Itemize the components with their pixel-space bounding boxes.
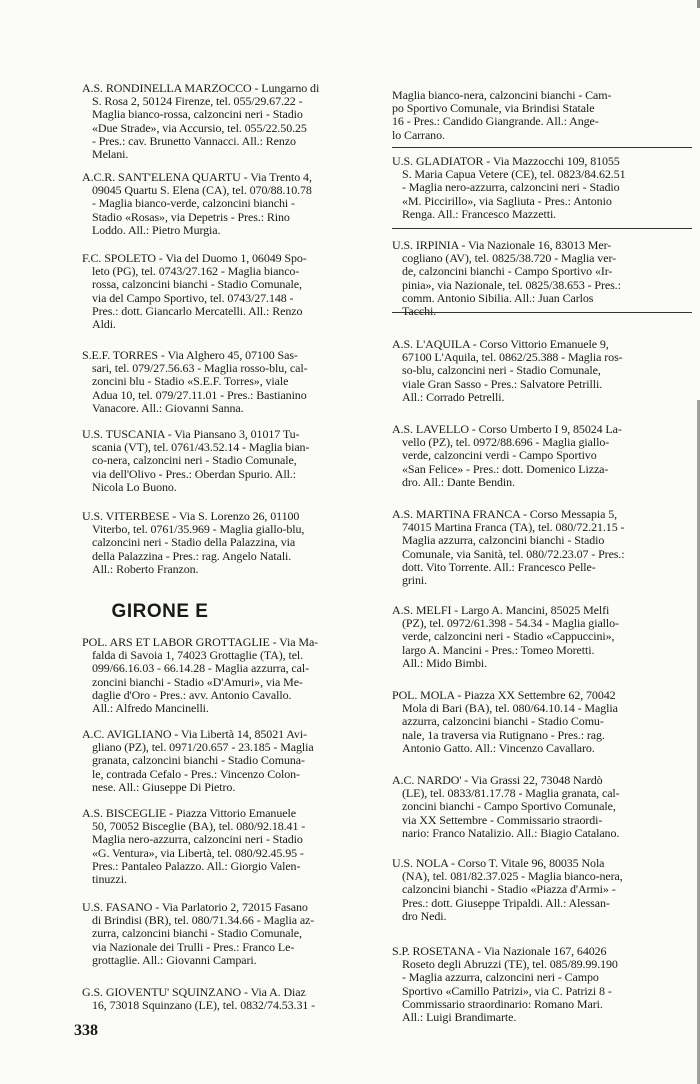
entry-line: 67100 L'Aquila, tel. 0862/25.388 - Maglia ros-: [402, 351, 623, 365]
entry-line: POL. ARS ET LABOR GROTTAGLIE - Via Ma-: [82, 636, 319, 649]
entry-line: Mola di Bari (BA), tel. 080/64.10.14 - Maglia: [402, 702, 618, 716]
entry-line: sari, tel. 079/27.56.63 - Maglia rosso-blu, cal-: [92, 362, 308, 376]
entry-line: - Maglia bianco-verde, calzoncini bianchi -: [92, 197, 295, 211]
club-entry: [392, 774, 692, 840]
entry-line: Tacchi.: [402, 305, 437, 319]
club-entry: [392, 857, 692, 923]
entry-line: U.S. TUSCANIA - Via Piansano 3, 01017 Tu-: [82, 428, 300, 441]
entry-line: Maglia azzurra, calzoncini bianchi - Stadio: [402, 534, 605, 548]
entry-line: via dell'Olivo - Pres.: Oberdan Spurio. All.:: [92, 467, 296, 481]
entry-line: A.C.R. SANT'ELENA QUARTU - Via Trento 4,: [82, 171, 312, 184]
entry-line: po Sportivo Comunale, via Brindisi Statale: [392, 102, 595, 116]
entry-line: Vanacore. All.: Giovanni Sanna.: [92, 401, 244, 415]
entry-line: zoncini bianchi - Stadio «D'Amuri», via Me-: [92, 675, 303, 689]
entry-line: scania (VT), tel. 0761/43.52.14 - Maglia bian-: [92, 441, 310, 455]
entry-line: Maglia bianco-rossa, calzoncini neri - Stadio: [92, 108, 303, 122]
entry-line: grottaglie. All.: Giovanni Campari.: [92, 953, 257, 967]
entry-line: 50, 70052 Bisceglie (BA), tel. 080/92.18.41 -: [92, 820, 306, 834]
entry-line: Adua 10, tel. 079/27.11.01 - Pres.: Bastianino: [92, 388, 307, 402]
entry-line: 74015 Martina Franca (TA), tel. 080/72.21.15 -: [402, 521, 625, 535]
entry-line: «M. Piccirillo», via Sagliuta - Pres.: Antonio: [402, 194, 612, 208]
entry-line: U.S. NOLA - Corso T. Vitale 96, 80035 Nola: [392, 857, 605, 870]
entry-line: nale, 1a traversa via Rutignano - Pres.: rag.: [402, 728, 605, 742]
entry-line: di Brindisi (BR), tel. 080/71.34.66 - Maglia az-: [92, 914, 315, 928]
entry-line: Pres.: dott. Giuseppe Tripaldi. All.: Alessan-: [402, 896, 610, 910]
club-entry: [82, 82, 378, 161]
entry-line: All.: Roberto Franzon.: [92, 562, 199, 576]
entry-separator-line: [392, 228, 692, 229]
entry-line: Stadio «Rosas», via Depetris - Pres.: Rino: [92, 210, 290, 224]
entry-line: nese. All.: Giuseppe Di Pietro.: [92, 780, 236, 794]
entry-line: U.S. VITERBESE - Via S. Lorenzo 26, 01100: [82, 510, 300, 523]
club-entry: [82, 807, 378, 886]
entry-line: 16 - Pres.: Candido Giangrande. All.: Ange-: [392, 115, 599, 129]
entry-line: S.E.F. TORRES - Via Alghero 45, 07100 Sas-: [82, 349, 298, 362]
entry-line: calzoncini bianchi - Stadio «Piazza d'Armi» -: [402, 883, 616, 897]
entry-line: azzurra, calzoncini bianchi - Stadio Comu-: [402, 715, 604, 729]
entry-line: A.S. MELFI - Largo A. Mancini, 85025 Melfi: [392, 604, 610, 617]
entry-line: le, contrada Cefalo - Pres.: Vincenzo Colon-: [92, 767, 300, 781]
entry-line: A.S. L'AQUILA - Corso Vittorio Emanuele 9,: [392, 338, 609, 351]
club-entry: [82, 252, 378, 331]
entry-line: zurra, calzoncini bianchi - Stadio Comunale,: [92, 927, 302, 941]
club-entry: [392, 604, 692, 670]
entry-line: Renga. All.: Francesco Mazzetti.: [402, 207, 557, 221]
club-entry: [82, 986, 378, 1012]
entry-line: All.: Alfredo Mancinelli.: [92, 702, 209, 716]
entry-line: calzoncini neri - Stadio della Palazzina, via: [92, 536, 296, 550]
entry-line: Nicola Lo Buono.: [92, 480, 177, 494]
club-entry: [392, 338, 692, 404]
entry-line: S. Maria Capua Vetere (CE), tel. 0823/84.62.51: [402, 168, 626, 182]
entry-line: A.C. AVIGLIANO - Via Libertà 14, 85021 Avi-: [82, 728, 307, 741]
entry-line: via XX Settembre - Commissario straordi-: [402, 813, 603, 827]
entry-line: viale Gran Sasso - Pres.: Salvatore Petrilli.: [402, 377, 603, 391]
entry-line: zoncini blu - Stadio «S.E.F. Torres», viale: [92, 375, 289, 389]
club-entry: [82, 428, 378, 494]
entry-line: Viterbo, tel. 0761/35.969 - Maglia giallo-blu,: [92, 523, 305, 537]
entry-line: G.S. GIOVENTU' SQUINZANO - Via A. Diaz: [82, 986, 306, 999]
entry-line: Comunale, via Sanità, tel. 080/72.23.07 - Pres.:: [402, 547, 625, 561]
club-entry: [82, 171, 378, 237]
entry-line: U.S. FASANO - Via Parlatorio 2, 72015 Fasano: [82, 901, 308, 914]
entry-line: vello (PZ), tel. 0972/88.696 - Maglia giallo-: [402, 436, 610, 450]
entry-line: so-blu, calzoncini neri - Stadio Comunale,: [402, 364, 601, 378]
entry-line: (PZ), tel. 0972/61.398 - 54.34 - Maglia giallo-: [402, 617, 619, 631]
entry-line: «San Felice» - Pres.: dott. Domenico Lizza-: [402, 462, 609, 476]
entry-line: «Due Strade», via Accursio, tel. 055/22.50.25: [92, 121, 307, 135]
entry-line: dro. All.: Dante Bendin.: [402, 475, 515, 489]
entry-line: POL. MOLA - Piazza XX Settembre 62, 70042: [392, 689, 616, 702]
entry-line: gliano (PZ), tel. 0971/20.657 - 23.185 - Maglia: [92, 741, 314, 755]
entry-line: All.: Mido Bimbi.: [402, 656, 487, 670]
entry-line: 16, 73018 Squinzano (LE), tel. 0832/74.53.31 -: [92, 999, 316, 1013]
entry-line: - Maglia nero-azzurra, calzoncini neri - Stadio: [402, 181, 620, 195]
entry-line: S. Rosa 2, 50124 Firenze, tel. 055/29.67.22 -: [92, 95, 303, 109]
section-heading: GIRONE E: [111, 601, 209, 622]
club-entry: [392, 155, 692, 221]
entry-line: (LE), tel. 0833/81.17.78 - Maglia granata, cal-: [402, 787, 620, 801]
entry-line: co-nera, calzoncini neri - Stadio Comunale,: [92, 454, 297, 468]
entry-line: A.S. BISCEGLIE - Piazza Vittorio Emanuele: [82, 807, 296, 820]
entry-line: cogliano (AV), tel. 0825/38.720 - Maglia ver-: [402, 252, 616, 266]
entry-line: 09045 Quartu S. Elena (CA), tel. 070/88.10.78: [92, 184, 312, 198]
entry-line: A.S. MARTINA FRANCA - Corso Messapia 5,: [392, 508, 618, 521]
entry-line: - Maglia azzurra, calzoncini neri - Campo: [402, 971, 599, 985]
entry-line: zoncini bianchi - Campo Sportivo Comunale,: [402, 800, 616, 814]
entry-line: nario: Franco Natalizio. All.: Biagio Catalano.: [402, 826, 620, 840]
entry-line: A.S. LAVELLO - Corso Umberto I 9, 85024 La-: [392, 423, 622, 436]
club-entry: [82, 510, 378, 576]
club-entry: [82, 636, 378, 715]
entry-line: della Palazzina - Pres.: rag. Angelo Natali.: [92, 549, 292, 563]
entry-line: All.: Corrado Petrelli.: [402, 390, 505, 404]
entry-line: verde, calzoncini neri - Stadio «Cappuccini»,: [402, 630, 615, 644]
entry-line: rossa, calzoncini bianchi - Stadio Comunale,: [92, 278, 302, 292]
club-entry: [392, 239, 692, 318]
entry-line: via Nazionale dei Trulli - Pres.: Franco Le-: [92, 940, 295, 954]
club-entry: [392, 89, 692, 142]
entry-line: tinuzzi.: [92, 873, 127, 887]
entry-line: dro Nedi.: [402, 909, 447, 923]
entry-line: Loddo. All.: Pietro Murgia.: [92, 223, 221, 237]
entry-line: Maglia bianco-nera, calzoncini bianchi - Cam-: [392, 89, 612, 102]
entry-line: Pres.: Pantaleo Palazzo. All.: Giorgio Valen-: [92, 859, 301, 873]
entry-line: leto (PG), tel. 0743/27.162 - Maglia bianco-: [92, 265, 300, 279]
entry-line: S.P. ROSETANA - Via Nazionale 167, 64026: [392, 945, 607, 958]
entry-line: (NA), tel. 081/82.37.025 - Maglia bianco-nera,: [402, 870, 623, 884]
entry-line: Melani.: [92, 148, 129, 162]
entry-line: U.S. IRPINIA - Via Nazionale 16, 83013 Mer-: [392, 239, 612, 252]
entry-line: Maglia nero-azzurra, calzoncini neri - Stadio: [92, 833, 303, 847]
entry-line: lo Carrano.: [392, 128, 445, 142]
page-number: 338: [74, 1022, 98, 1039]
entry-line: Pres.: dott. Giancarlo Mercatelli. All.: Renzo: [92, 304, 303, 318]
club-entry: [82, 728, 378, 794]
entry-line: «G. Ventura», via Libertà, tel. 080/92.45.95 -: [92, 846, 304, 860]
entry-line: Roseto degli Abruzzi (TE), tel. 085/89.99.190: [402, 958, 618, 972]
entry-line: 099/66.16.03 - 66.14.28 - Maglia azzurra, cal-: [92, 662, 309, 676]
entry-line: A.S. RONDINELLA MARZOCCO - Lungarno di: [82, 82, 320, 95]
entry-line: - Pres.: cav. Brunetto Vannacci. All.: Renzo: [92, 134, 296, 148]
club-entry: [392, 689, 692, 755]
entry-line: All.: Luigi Brandimarte.: [402, 1011, 517, 1025]
entry-line: verde, calzoncini verdi - Campo Sportivo: [402, 449, 597, 463]
entry-line: via del Campo Sportivo, tel. 0743/27.148 -: [92, 291, 294, 305]
club-entry: [82, 349, 378, 415]
entry-line: granata, calzoncini bianchi - Stadio Comuna-: [92, 754, 305, 768]
entry-line: Antonio Gatto. All.: Vincenzo Cavallaro.: [402, 741, 595, 755]
club-entry: [392, 945, 692, 1024]
entry-line: Aldi.: [92, 318, 116, 332]
entry-line: comm. Antonio Sibilia. All.: Juan Carlos: [402, 291, 594, 305]
entry-line: Commissario straordinario: Romano Mari.: [402, 997, 603, 1011]
club-entry: [392, 508, 692, 587]
entry-line: U.S. GLADIATOR - Via Mazzocchi 109, 81055: [392, 155, 620, 168]
entry-line: F.C. SPOLETO - Via del Duomo 1, 06049 Spo-: [82, 252, 307, 265]
club-entry: [392, 423, 692, 489]
entry-line: grini.: [402, 574, 428, 588]
entry-line: daglie d'Oro - Pres.: avv. Antonio Cavallo.: [92, 688, 292, 702]
entry-line: pinia», via Nazionale, tel. 0825/38.653 - Pres.:: [402, 278, 621, 292]
entry-separator-line: [392, 312, 692, 313]
entry-line: Sportivo «Camillo Patrizi», via C. Patrizi 8 -: [402, 984, 612, 998]
entry-line: de, calzoncini bianchi - Campo Sportivo «Ir-: [402, 265, 613, 279]
entry-line: A.C. NARDO' - Via Grassi 22, 73048 Nardò: [392, 774, 603, 787]
entry-line: falda di Savoia 1, 74023 Grottaglie (TA), tel.: [92, 649, 304, 663]
entry-line: dott. Vito Torrente. All.: Francesco Pelle-: [402, 560, 596, 574]
entry-line: largo A. Mancini - Pres.: Tomeo Moretti.: [402, 643, 595, 657]
entry-separator-line: [392, 147, 692, 148]
club-entry: [82, 901, 378, 967]
